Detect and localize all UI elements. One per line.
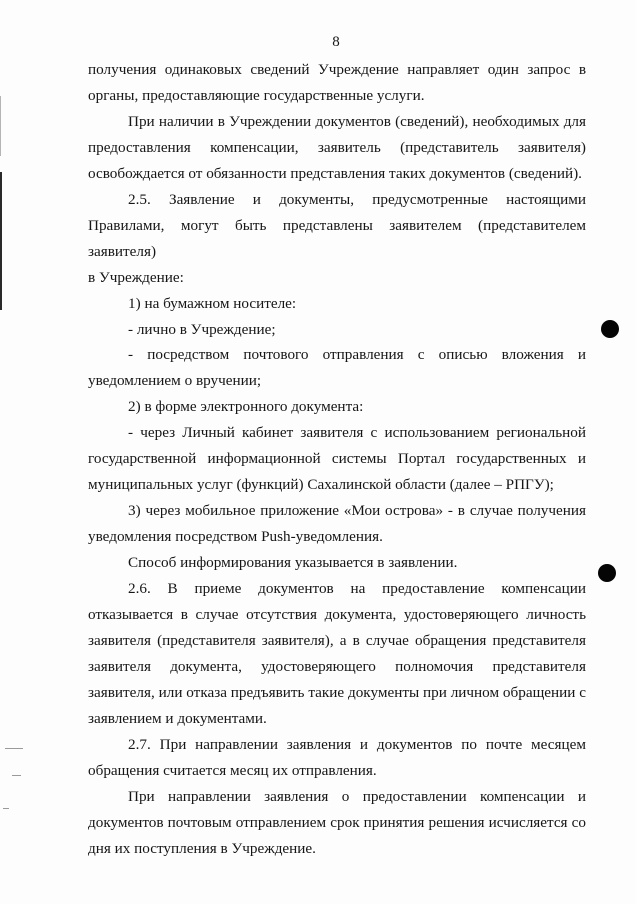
document-body [88, 57, 586, 862]
paragraph-line: муниципальных услуг (функций) Сахалинской области (далее – РПГУ); [88, 476, 554, 494]
scan-edge-shadow [0, 96, 1, 156]
scan-edge-line [0, 172, 2, 310]
paragraph-line: - лично в Учреждение; [128, 320, 276, 338]
scan-artifact [3, 808, 9, 809]
paragraph-line: заявителя документа, удостоверяющего полномочия представителя [88, 657, 586, 675]
paragraph-line: При наличии в Учреждении документов (сведений), необходимых для [128, 112, 586, 130]
paragraph-line: дня их поступления в Учреждение. [88, 839, 316, 857]
paragraph-line: уведомлением о вручении; [88, 372, 262, 390]
paragraph-line: 2) в форме электронного документа: [128, 398, 364, 416]
paragraph-line: 3) через мобильное приложение «Мои острова» - в случае получения [128, 502, 586, 520]
paragraph-line: отказывается в случае отсутствия документа, удостоверяющего личность [88, 606, 586, 624]
paragraph-line: освобождается от обязанности представления таких документов (сведений). [88, 164, 582, 182]
paragraph-line: предоставления компенсации, заявитель (представитель заявителя) [88, 138, 586, 156]
paragraph-line: Правилами, могут быть представлены заявителем (представителем заявителя) [88, 216, 586, 260]
paragraph-line: 2.5. Заявление и документы, предусмотренные настоящими [128, 190, 586, 208]
scan-artifact [5, 748, 23, 749]
paragraph-line: обращения считается месяц их отправления. [88, 761, 377, 779]
paragraph-line: заявителя (представителя заявителя), а в случае обращения представителя [88, 631, 586, 649]
punch-hole-mark [598, 564, 616, 582]
paragraph-line: 1) на бумажном носителе: [128, 294, 297, 312]
paragraph-line: органы, предоставляющие государственные услуги. [88, 86, 425, 104]
paragraph-line: государственной информационной системы Портал государственных и [88, 450, 586, 468]
paragraph-line: - посредством почтового отправления с описью вложения и [128, 346, 586, 364]
paragraph-line: получения одинаковых сведений Учреждение направляет один запрос в [88, 61, 586, 78]
page-number: 8 [332, 34, 340, 50]
paragraph-line: Способ информирования указывается в заявлении. [128, 554, 458, 572]
paragraph-line: 2.7. При направлении заявления и документов по почте месяцем [128, 735, 586, 753]
paragraph-line: 2.6. В приеме документов на предоставление компенсации [128, 580, 586, 598]
paragraph-line: заявлением и документами. [88, 709, 267, 727]
paragraph-line: При направлении заявления о предоставлении компенсации и [128, 787, 586, 805]
scan-artifact [12, 775, 21, 776]
paragraph-line: документов почтовым отправлением срок принятия решения исчисляется со [88, 813, 586, 831]
punch-hole-mark [601, 320, 619, 338]
paragraph-line: заявителя, или отказа предъявить такие документы при личном обращении с [88, 683, 586, 701]
paragraph-line: - через Личный кабинет заявителя с использованием региональной [128, 424, 586, 442]
paragraph-line: уведомления посредством Push-уведомления. [88, 528, 383, 546]
paragraph-line: в Учреждение: [88, 268, 184, 286]
